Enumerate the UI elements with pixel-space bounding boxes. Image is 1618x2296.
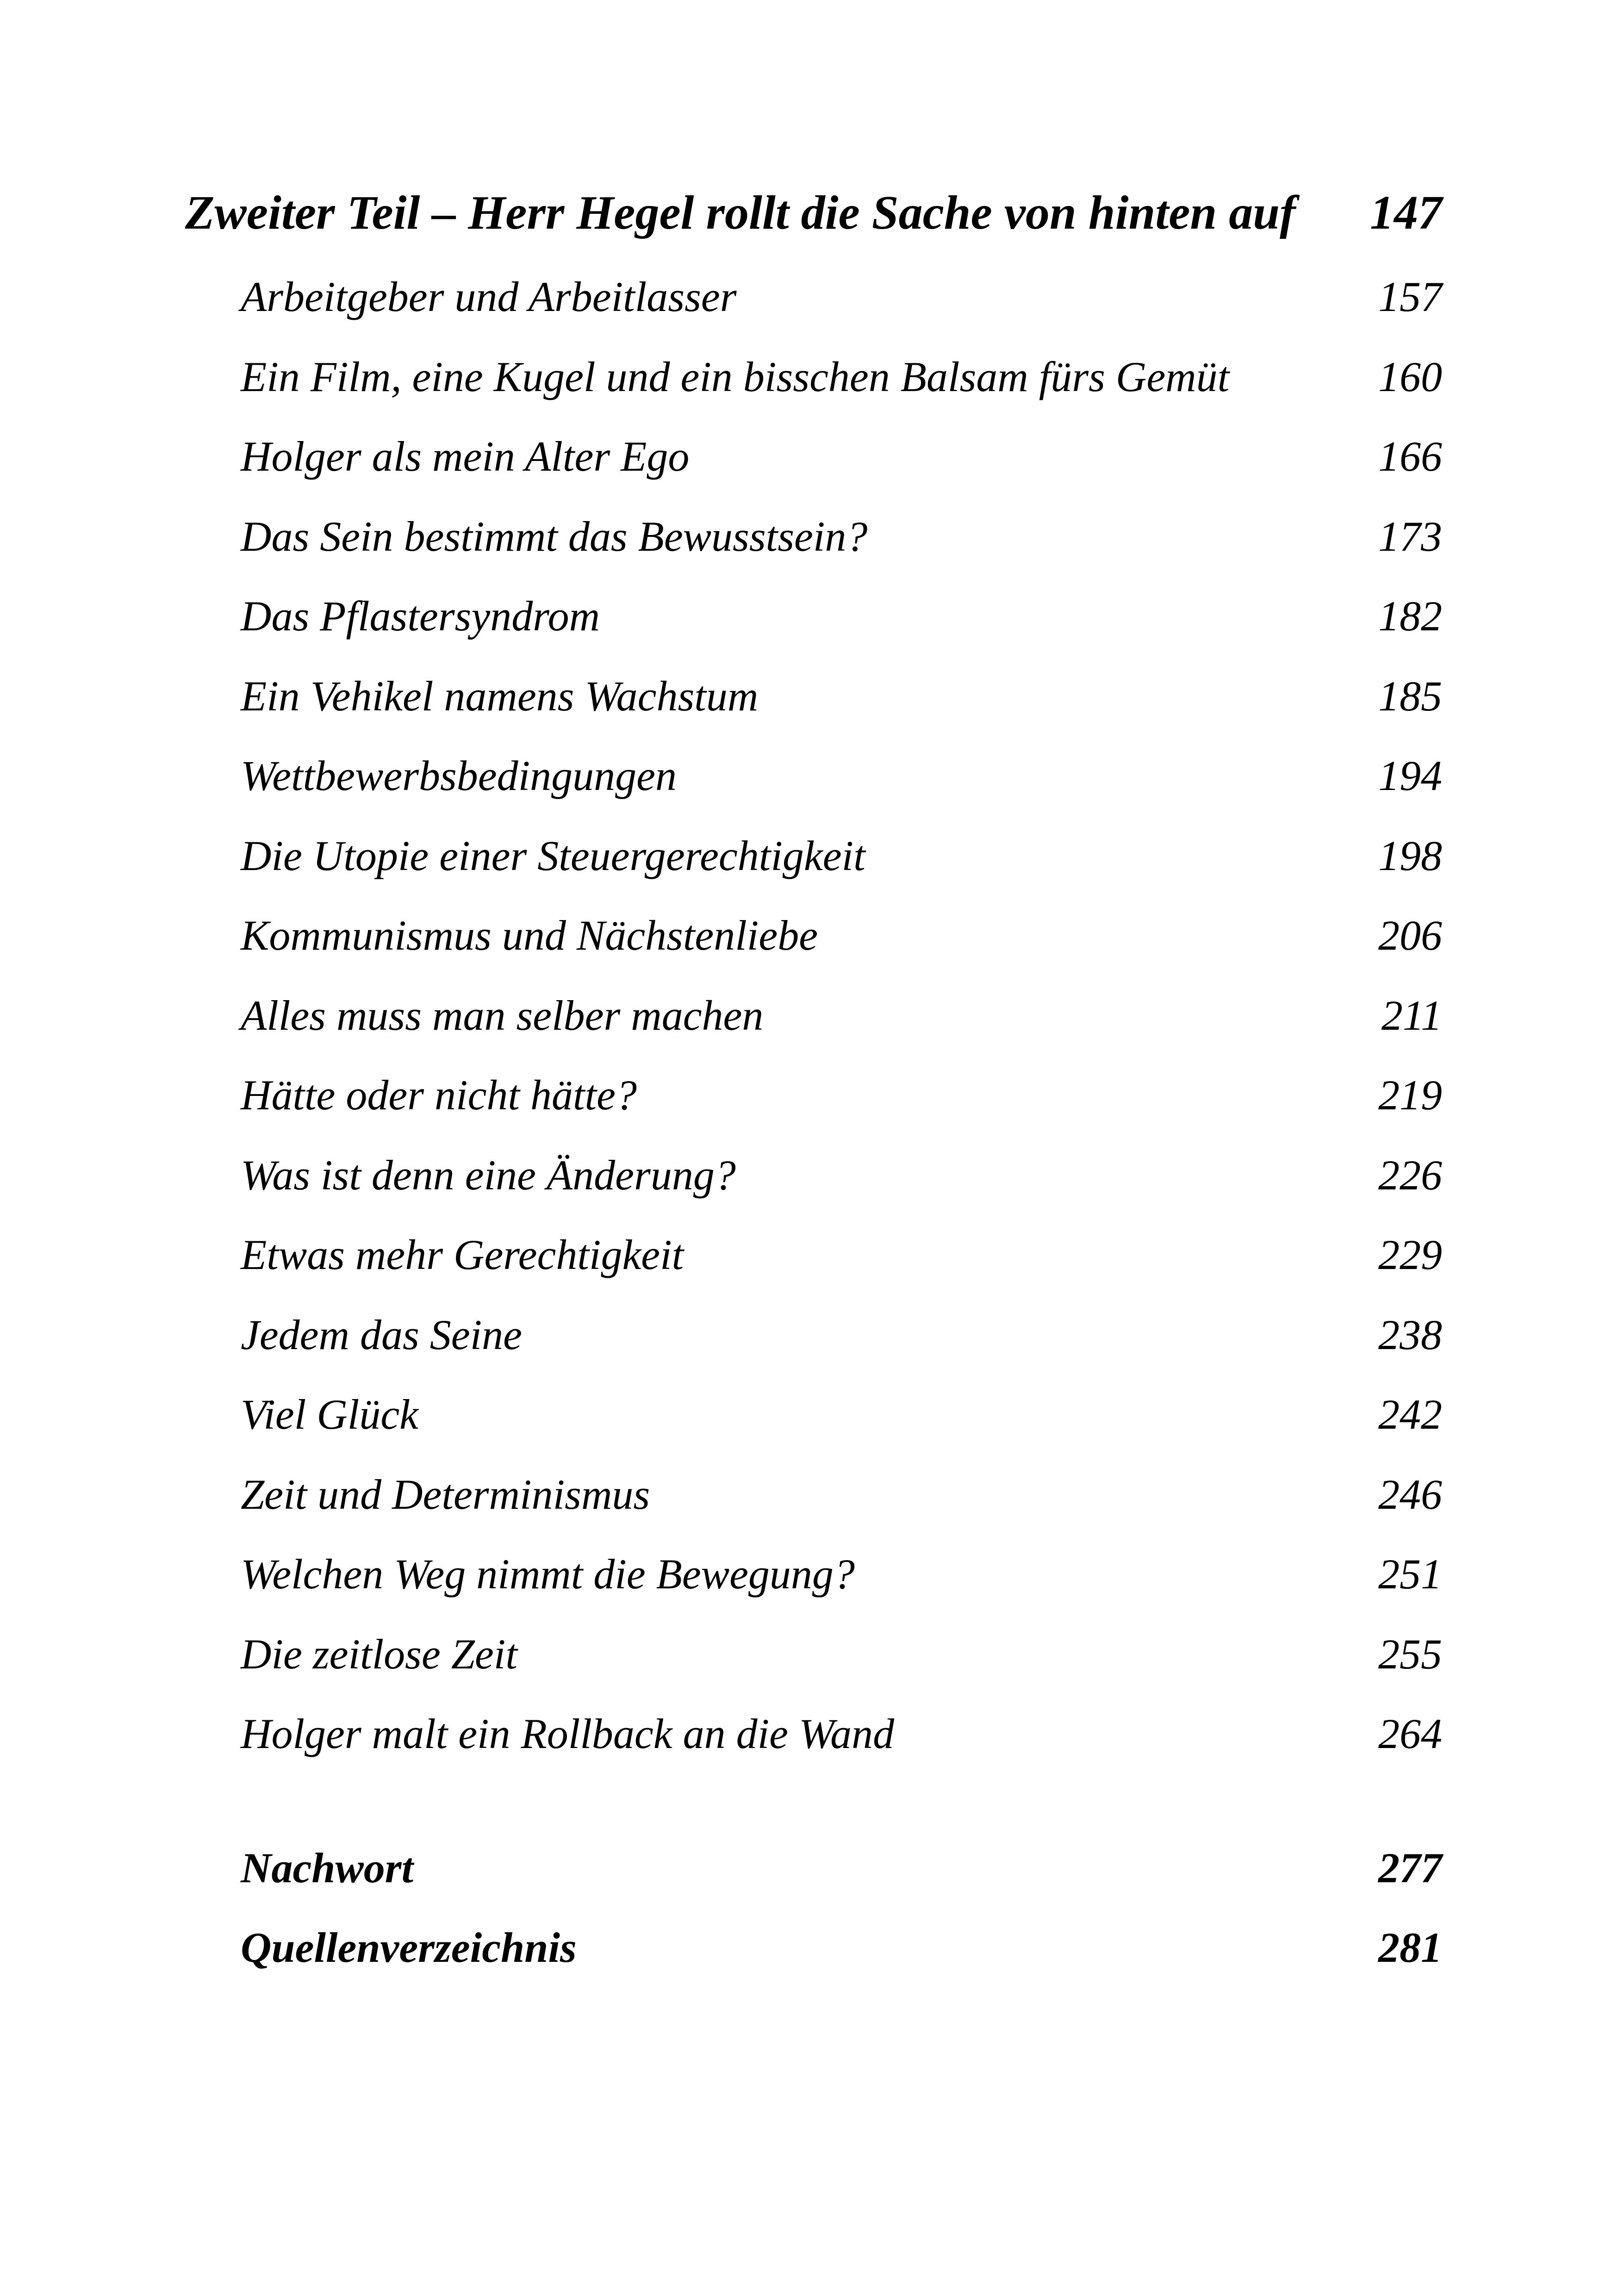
toc-entry-page-number: 211	[1381, 991, 1442, 1039]
toc-entry-page-number: 194	[1378, 752, 1442, 799]
toc-entry	[241, 896, 1442, 976]
toc-entry	[241, 1534, 1442, 1614]
back-matter-entry	[241, 1828, 1442, 1908]
toc-entry	[241, 1295, 1442, 1375]
toc-entry	[241, 1055, 1442, 1135]
toc-entry-title: Jedem das Seine	[241, 1311, 522, 1358]
toc-entry-page-number: 157	[1378, 273, 1442, 320]
toc-entry-title: Kommunismus und Nächstenliebe	[241, 912, 818, 959]
back-matter-title: Nachwort	[241, 1844, 414, 1892]
toc-entry	[241, 736, 1442, 816]
toc-entry-title: Viel Glück	[241, 1391, 418, 1438]
toc-entry-title: Die Utopie einer Steuergerechtigkeit	[241, 832, 865, 879]
toc-entry-title: Zeit und Determinismus	[241, 1470, 650, 1518]
toc-entry	[241, 497, 1442, 577]
toc-entry-page-number: 182	[1378, 592, 1442, 640]
chapter-list	[241, 257, 1442, 1774]
part-heading	[185, 183, 1442, 243]
toc-entry-page-number: 185	[1378, 672, 1442, 720]
toc-entry-page-number: 246	[1378, 1470, 1442, 1518]
toc-entry-title: Alles muss man selber machen	[241, 991, 764, 1039]
toc-entry	[241, 576, 1442, 656]
toc-entry-page-number: 251	[1378, 1550, 1442, 1598]
toc-entry	[241, 656, 1442, 736]
toc-entry-title: Etwas mehr Gerechtigkeit	[241, 1231, 684, 1278]
toc-entry-title: Das Sein bestimmt das Bewusstsein?	[241, 512, 868, 560]
toc-entry-page-number: 198	[1378, 832, 1442, 879]
back-matter-entry	[241, 1908, 1442, 1987]
back-matter	[241, 1828, 1442, 1987]
toc-entry	[241, 257, 1442, 337]
toc-entry-page-number: 219	[1378, 1071, 1442, 1119]
toc-entry-page-number: 264	[1378, 1710, 1442, 1757]
toc-entry-title: Arbeitgeber und Arbeitlasser	[241, 273, 737, 320]
toc-entry	[241, 1694, 1442, 1774]
back-matter-page-number: 277	[1378, 1844, 1442, 1892]
toc-entry-title: Ein Film, eine Kugel und ein bisschen Balsam fürs Gemüt	[241, 353, 1230, 400]
toc-entry-page-number: 166	[1378, 433, 1442, 480]
part-heading-page-number: 147	[1370, 186, 1442, 239]
toc-entry-title: Was ist denn eine Änderung?	[241, 1151, 736, 1199]
back-matter-page-number: 281	[1378, 1924, 1442, 1971]
toc-entry-page-number: 242	[1378, 1391, 1442, 1438]
toc-entry-page-number: 160	[1378, 353, 1442, 400]
toc-entry-title: Holger malt ein Rollback an die Wand	[241, 1710, 895, 1757]
toc-entry	[241, 816, 1442, 896]
toc-entry	[241, 1375, 1442, 1455]
toc-entry	[241, 1614, 1442, 1694]
toc-entry-page-number: 206	[1378, 912, 1442, 959]
toc-entry-title: Ein Vehikel namens Wachstum	[241, 672, 759, 720]
toc-entry	[241, 1135, 1442, 1215]
toc-entry-title: Welchen Weg nimmt die Bewegung?	[241, 1550, 855, 1598]
toc-entry	[241, 1215, 1442, 1295]
toc-entry-page-number: 173	[1378, 512, 1442, 560]
toc-entry-title: Die zeitlose Zeit	[241, 1630, 517, 1678]
back-matter-title: Quellenverzeichnis	[241, 1924, 577, 1971]
toc-entry-title: Hätte oder nicht hätte?	[241, 1071, 637, 1119]
toc-entry	[241, 976, 1442, 1056]
part-heading-title: Zweiter Teil – Herr Hegel rollt die Sache von hinten auf	[185, 186, 1296, 239]
toc-entry-page-number: 255	[1378, 1630, 1442, 1678]
toc-entry-title: Wettbewerbsbedingungen	[241, 752, 677, 799]
toc-entry-page-number: 229	[1378, 1231, 1442, 1278]
toc-entry-page-number: 238	[1378, 1311, 1442, 1358]
toc-entry	[241, 1455, 1442, 1535]
toc-entry-title: Das Pflastersyndrom	[241, 592, 600, 640]
toc-entry	[241, 417, 1442, 497]
toc-entry-page-number: 226	[1378, 1151, 1442, 1199]
toc-entry-title: Holger als mein Alter Ego	[241, 433, 690, 480]
toc-entry	[241, 337, 1442, 417]
